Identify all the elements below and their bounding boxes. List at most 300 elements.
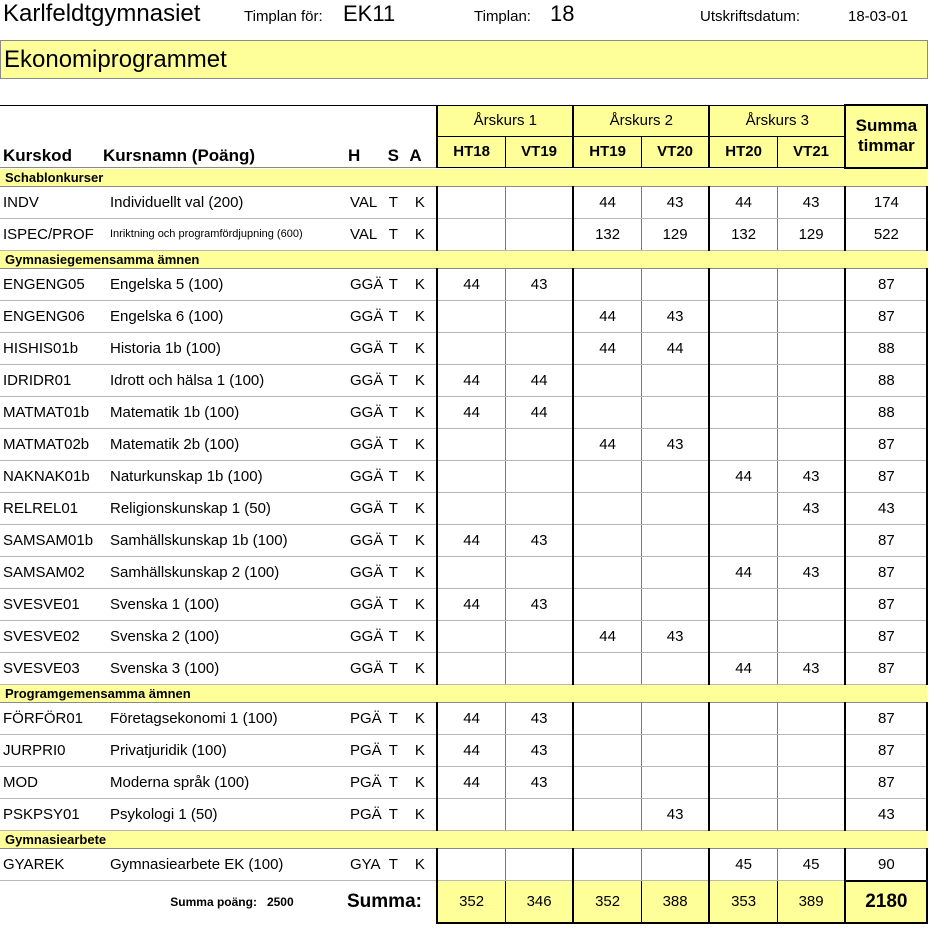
hours-cell: 44 bbox=[573, 428, 641, 460]
course-code: NAKNAK01b bbox=[0, 460, 101, 492]
hours-cell bbox=[505, 460, 573, 492]
course-name: Psykologi 1 (50) bbox=[101, 798, 347, 830]
hours-cell bbox=[573, 734, 641, 766]
hours-cell: 132 bbox=[709, 218, 777, 250]
course-a: K bbox=[403, 620, 437, 652]
course-a: K bbox=[403, 268, 437, 300]
hours-cell: 44 bbox=[709, 556, 777, 588]
course-s: T bbox=[383, 186, 403, 218]
term-total: 389 bbox=[777, 881, 845, 923]
course-sum: 88 bbox=[845, 396, 927, 428]
hours-cell bbox=[573, 798, 641, 830]
course-s: T bbox=[383, 300, 403, 332]
hours-cell bbox=[777, 268, 845, 300]
hours-cell bbox=[437, 492, 505, 524]
course-code: INDV bbox=[0, 186, 101, 218]
course-code: ENGENG06 bbox=[0, 300, 101, 332]
hours-cell: 45 bbox=[709, 848, 777, 881]
course-a: K bbox=[403, 734, 437, 766]
course-a: K bbox=[403, 848, 437, 881]
course-h: PGÄ bbox=[347, 734, 383, 766]
hours-cell bbox=[641, 702, 709, 734]
term-header: HT20 bbox=[709, 136, 777, 168]
course-code: PSKPSY01 bbox=[0, 798, 101, 830]
term-total: 388 bbox=[641, 881, 709, 923]
hours-cell: 43 bbox=[641, 300, 709, 332]
program-title: Ekonomiprogrammet bbox=[4, 46, 227, 73]
section-row bbox=[0, 684, 927, 702]
hours-cell: 44 bbox=[437, 268, 505, 300]
course-s: T bbox=[383, 702, 403, 734]
course-sum: 43 bbox=[845, 492, 927, 524]
hours-cell bbox=[777, 798, 845, 830]
course-s: T bbox=[383, 428, 403, 460]
hours-cell bbox=[573, 652, 641, 684]
course-row bbox=[0, 460, 927, 492]
course-a: K bbox=[403, 332, 437, 364]
summa-poang bbox=[101, 881, 347, 923]
hours-cell bbox=[777, 588, 845, 620]
hours-cell bbox=[641, 556, 709, 588]
section-title: Schablonkurser bbox=[0, 168, 927, 187]
hours-cell bbox=[777, 620, 845, 652]
course-h: GGÄ bbox=[347, 524, 383, 556]
course-code: RELREL01 bbox=[0, 492, 101, 524]
course-h: GGÄ bbox=[347, 556, 383, 588]
course-name: Individuellt val (200) bbox=[101, 186, 347, 218]
hours-cell bbox=[505, 186, 573, 218]
course-h: GGÄ bbox=[347, 332, 383, 364]
course-a: K bbox=[403, 218, 437, 250]
course-sum: 87 bbox=[845, 556, 927, 588]
term-total: 352 bbox=[437, 881, 505, 923]
course-h: GGÄ bbox=[347, 492, 383, 524]
course-name: Svenska 3 (100) bbox=[101, 652, 347, 684]
course-s: T bbox=[383, 766, 403, 798]
hours-cell bbox=[709, 300, 777, 332]
timplan-for-value: EK11 bbox=[343, 1, 396, 26]
hours-cell bbox=[709, 798, 777, 830]
course-sum: 87 bbox=[845, 702, 927, 734]
course-s: T bbox=[383, 396, 403, 428]
hours-cell: 44 bbox=[437, 734, 505, 766]
course-sum: 174 bbox=[845, 186, 927, 218]
hours-cell bbox=[505, 652, 573, 684]
summa-timmar-header bbox=[845, 105, 927, 168]
totals-row bbox=[0, 881, 927, 923]
course-name: Matematik 1b (100) bbox=[101, 396, 347, 428]
hours-cell bbox=[437, 798, 505, 830]
hours-cell bbox=[777, 332, 845, 364]
course-code: SVESVE02 bbox=[0, 620, 101, 652]
timeplan-table bbox=[0, 104, 928, 924]
hours-cell: 44 bbox=[709, 460, 777, 492]
course-name: Idrott och hälsa 1 (100) bbox=[101, 364, 347, 396]
hours-cell: 44 bbox=[573, 300, 641, 332]
hours-cell bbox=[437, 848, 505, 881]
course-s: T bbox=[383, 848, 403, 881]
hours-cell bbox=[437, 460, 505, 492]
hours-cell bbox=[505, 332, 573, 364]
course-code: SVESVE03 bbox=[0, 652, 101, 684]
course-a: K bbox=[403, 364, 437, 396]
course-s: T bbox=[383, 620, 403, 652]
course-sum: 43 bbox=[845, 798, 927, 830]
hours-cell bbox=[573, 492, 641, 524]
hours-cell bbox=[641, 396, 709, 428]
hours-cell: 43 bbox=[777, 492, 845, 524]
hours-cell bbox=[777, 396, 845, 428]
hours-cell bbox=[505, 620, 573, 652]
course-s: T bbox=[383, 492, 403, 524]
hours-cell: 43 bbox=[505, 588, 573, 620]
hours-cell: 44 bbox=[437, 702, 505, 734]
hours-cell bbox=[505, 556, 573, 588]
course-a: K bbox=[403, 300, 437, 332]
hours-cell: 43 bbox=[641, 798, 709, 830]
course-h: GGÄ bbox=[347, 588, 383, 620]
hours-cell bbox=[641, 652, 709, 684]
hours-cell bbox=[573, 396, 641, 428]
hours-cell bbox=[505, 300, 573, 332]
hours-cell bbox=[437, 218, 505, 250]
hours-cell bbox=[709, 428, 777, 460]
course-sum: 87 bbox=[845, 766, 927, 798]
hours-cell bbox=[437, 652, 505, 684]
course-name: Svenska 2 (100) bbox=[101, 620, 347, 652]
course-row bbox=[0, 218, 927, 250]
course-s: T bbox=[383, 652, 403, 684]
hours-cell bbox=[709, 524, 777, 556]
course-sum: 87 bbox=[845, 428, 927, 460]
course-h: GGÄ bbox=[347, 652, 383, 684]
hours-cell: 44 bbox=[573, 332, 641, 364]
hours-cell: 44 bbox=[573, 620, 641, 652]
course-sum: 88 bbox=[845, 364, 927, 396]
section-title: Programgemensamma ämnen bbox=[0, 684, 927, 702]
course-s: T bbox=[383, 460, 403, 492]
course-name: Företagsekonomi 1 (100) bbox=[101, 702, 347, 734]
course-sum: 87 bbox=[845, 268, 927, 300]
hours-cell: 43 bbox=[505, 734, 573, 766]
hours-cell bbox=[505, 492, 573, 524]
hours-cell bbox=[641, 766, 709, 798]
course-row bbox=[0, 186, 927, 218]
summa-header-line1: Summa bbox=[855, 116, 918, 136]
kurskod-header: Kurskod bbox=[3, 146, 72, 165]
kursnamn-header: Kursnamn (Poäng) bbox=[103, 146, 256, 165]
s-header: S bbox=[387, 146, 400, 165]
course-h: PGÄ bbox=[347, 702, 383, 734]
course-h: GGÄ bbox=[347, 268, 383, 300]
course-sum: 87 bbox=[845, 460, 927, 492]
course-code: MATMAT01b bbox=[0, 396, 101, 428]
course-h: VAL bbox=[347, 186, 383, 218]
hours-cell bbox=[709, 588, 777, 620]
course-a: K bbox=[403, 460, 437, 492]
course-a: K bbox=[403, 524, 437, 556]
hours-cell bbox=[777, 702, 845, 734]
course-name: Naturkunskap 1b (100) bbox=[101, 460, 347, 492]
hours-cell bbox=[641, 492, 709, 524]
hours-cell bbox=[709, 364, 777, 396]
hours-cell bbox=[437, 332, 505, 364]
course-name: Engelska 5 (100) bbox=[101, 268, 347, 300]
course-code: MATMAT02b bbox=[0, 428, 101, 460]
course-h: PGÄ bbox=[347, 798, 383, 830]
year-3-header: Årskurs 3 bbox=[709, 105, 845, 136]
section-row bbox=[0, 830, 927, 848]
course-code: JURPRI0 bbox=[0, 734, 101, 766]
course-name: Matematik 2b (100) bbox=[101, 428, 347, 460]
hours-cell bbox=[505, 428, 573, 460]
hours-cell bbox=[709, 702, 777, 734]
course-name: Moderna språk (100) bbox=[101, 766, 347, 798]
course-sum: 87 bbox=[845, 524, 927, 556]
timplan-label: Timplan: bbox=[474, 8, 531, 25]
course-s: T bbox=[383, 556, 403, 588]
course-a: K bbox=[403, 702, 437, 734]
course-s: T bbox=[383, 734, 403, 766]
hours-cell bbox=[437, 428, 505, 460]
hours-cell: 129 bbox=[777, 218, 845, 250]
hours-cell bbox=[709, 766, 777, 798]
course-code: IDRIDR01 bbox=[0, 364, 101, 396]
course-a: K bbox=[403, 798, 437, 830]
hours-cell: 43 bbox=[777, 652, 845, 684]
hours-cell bbox=[573, 268, 641, 300]
hours-cell bbox=[641, 848, 709, 881]
hours-cell: 43 bbox=[641, 186, 709, 218]
hours-cell bbox=[709, 620, 777, 652]
term-header: VT21 bbox=[777, 136, 845, 168]
course-sum: 88 bbox=[845, 332, 927, 364]
term-total: 352 bbox=[573, 881, 641, 923]
hours-cell: 132 bbox=[573, 218, 641, 250]
hours-cell bbox=[437, 620, 505, 652]
course-s: T bbox=[383, 332, 403, 364]
course-a: K bbox=[403, 588, 437, 620]
course-h: GGÄ bbox=[347, 428, 383, 460]
course-row bbox=[0, 798, 927, 830]
section-title: Gymnasiearbete bbox=[0, 830, 927, 848]
hours-cell bbox=[573, 556, 641, 588]
course-a: K bbox=[403, 186, 437, 218]
course-sum: 522 bbox=[845, 218, 927, 250]
grand-total: 2180 bbox=[845, 881, 927, 923]
hours-cell bbox=[777, 524, 845, 556]
section-title: Gymnasiegemensamma ämnen bbox=[0, 250, 927, 268]
section-row bbox=[0, 168, 927, 187]
school-name: Karlfeldtgymnasiet bbox=[3, 0, 201, 27]
course-name: Samhällskunskap 1b (100) bbox=[101, 524, 347, 556]
term-header: VT20 bbox=[641, 136, 709, 168]
hours-cell bbox=[777, 364, 845, 396]
hours-cell bbox=[777, 300, 845, 332]
course-s: T bbox=[383, 364, 403, 396]
hours-cell: 44 bbox=[641, 332, 709, 364]
course-name: Privatjuridik (100) bbox=[101, 734, 347, 766]
hours-cell: 44 bbox=[505, 396, 573, 428]
course-row bbox=[0, 588, 927, 620]
course-sum: 87 bbox=[845, 734, 927, 766]
hours-cell: 43 bbox=[505, 268, 573, 300]
course-h: GGÄ bbox=[347, 460, 383, 492]
course-h: GGÄ bbox=[347, 300, 383, 332]
hours-cell bbox=[641, 364, 709, 396]
course-row bbox=[0, 652, 927, 684]
hours-cell bbox=[777, 734, 845, 766]
course-s: T bbox=[383, 798, 403, 830]
course-row bbox=[0, 364, 927, 396]
course-a: K bbox=[403, 766, 437, 798]
hours-cell bbox=[505, 798, 573, 830]
hours-cell bbox=[709, 332, 777, 364]
hours-cell: 45 bbox=[777, 848, 845, 881]
course-row bbox=[0, 332, 927, 364]
hours-cell bbox=[641, 588, 709, 620]
summa-poang-value: 2500 bbox=[266, 894, 294, 909]
hours-cell: 43 bbox=[641, 428, 709, 460]
hours-cell bbox=[573, 848, 641, 881]
course-code: FÖRFÖR01 bbox=[0, 702, 101, 734]
hours-cell: 44 bbox=[437, 524, 505, 556]
hours-cell: 44 bbox=[437, 588, 505, 620]
hours-cell: 44 bbox=[573, 186, 641, 218]
hours-cell: 43 bbox=[777, 556, 845, 588]
hours-cell bbox=[641, 734, 709, 766]
course-a: K bbox=[403, 492, 437, 524]
course-row bbox=[0, 428, 927, 460]
section-row bbox=[0, 250, 927, 268]
course-sum: 87 bbox=[845, 652, 927, 684]
course-s: T bbox=[383, 218, 403, 250]
course-sum: 90 bbox=[845, 848, 927, 881]
hours-cell bbox=[505, 218, 573, 250]
term-header: HT18 bbox=[437, 136, 505, 168]
course-h: GGÄ bbox=[347, 620, 383, 652]
course-row bbox=[0, 268, 927, 300]
course-sum: 87 bbox=[845, 300, 927, 332]
hours-cell bbox=[573, 588, 641, 620]
course-code: SAMSAM01b bbox=[0, 524, 101, 556]
course-h: GYA bbox=[347, 848, 383, 881]
course-a: K bbox=[403, 396, 437, 428]
course-h: VAL bbox=[347, 218, 383, 250]
course-h: PGÄ bbox=[347, 766, 383, 798]
year-2-header: Årskurs 2 bbox=[573, 105, 709, 136]
hours-cell: 44 bbox=[505, 364, 573, 396]
course-sum: 87 bbox=[845, 620, 927, 652]
term-total: 346 bbox=[505, 881, 573, 923]
course-code: ISPEC/PROF bbox=[0, 218, 101, 250]
course-a: K bbox=[403, 428, 437, 460]
hours-cell: 43 bbox=[777, 460, 845, 492]
course-code: ENGENG05 bbox=[0, 268, 101, 300]
course-row bbox=[0, 492, 927, 524]
hours-cell: 44 bbox=[709, 652, 777, 684]
course-name: Gymnasiearbete EK (100) bbox=[101, 848, 347, 881]
course-code: GYAREK bbox=[0, 848, 101, 881]
course-row bbox=[0, 300, 927, 332]
program-banner bbox=[0, 40, 928, 79]
header-row-columns bbox=[0, 136, 927, 168]
course-row bbox=[0, 556, 927, 588]
hours-cell bbox=[641, 524, 709, 556]
course-row bbox=[0, 620, 927, 652]
h-header: H bbox=[348, 146, 361, 165]
course-s: T bbox=[383, 588, 403, 620]
hours-cell bbox=[709, 268, 777, 300]
course-a: K bbox=[403, 556, 437, 588]
course-name: Samhällskunskap 2 (100) bbox=[101, 556, 347, 588]
term-total: 353 bbox=[709, 881, 777, 923]
course-h: GGÄ bbox=[347, 364, 383, 396]
course-code: MOD bbox=[0, 766, 101, 798]
print-date-label: Utskriftsdatum: bbox=[700, 8, 801, 25]
hours-cell bbox=[709, 734, 777, 766]
hours-cell: 44 bbox=[437, 766, 505, 798]
hours-cell bbox=[573, 766, 641, 798]
hours-cell: 129 bbox=[641, 218, 709, 250]
hours-cell: 43 bbox=[505, 524, 573, 556]
course-code: HISHIS01b bbox=[0, 332, 101, 364]
course-code: SVESVE01 bbox=[0, 588, 101, 620]
hours-cell bbox=[709, 492, 777, 524]
course-code: SAMSAM02 bbox=[0, 556, 101, 588]
course-s: T bbox=[383, 268, 403, 300]
course-row bbox=[0, 524, 927, 556]
hours-cell bbox=[505, 848, 573, 881]
course-row bbox=[0, 848, 927, 881]
hours-cell: 44 bbox=[437, 364, 505, 396]
hours-cell: 43 bbox=[641, 620, 709, 652]
course-row bbox=[0, 766, 927, 798]
hours-cell bbox=[573, 702, 641, 734]
hours-cell: 44 bbox=[437, 396, 505, 428]
hours-cell bbox=[437, 556, 505, 588]
hours-cell bbox=[641, 268, 709, 300]
hours-cell bbox=[573, 364, 641, 396]
course-s: T bbox=[383, 524, 403, 556]
course-name: Historia 1b (100) bbox=[101, 332, 347, 364]
hours-cell bbox=[709, 396, 777, 428]
a-header: A bbox=[409, 146, 422, 165]
summa-poang-label: Summa poäng: bbox=[170, 894, 257, 909]
print-date-value: 18-03-01 bbox=[848, 8, 909, 25]
term-header: HT19 bbox=[573, 136, 641, 168]
header-row-years bbox=[0, 105, 927, 136]
course-name: Inriktning och programfördjupning (600) bbox=[101, 218, 347, 250]
course-name: Engelska 6 (100) bbox=[101, 300, 347, 332]
hours-cell bbox=[437, 300, 505, 332]
hours-cell bbox=[573, 524, 641, 556]
course-row bbox=[0, 702, 927, 734]
summa-label: Summa: bbox=[347, 890, 422, 912]
hours-cell: 44 bbox=[709, 186, 777, 218]
hours-cell: 43 bbox=[777, 186, 845, 218]
course-name: Svenska 1 (100) bbox=[101, 588, 347, 620]
timplan-for-label: Timplan för: bbox=[244, 8, 323, 25]
hours-cell bbox=[573, 460, 641, 492]
course-a: K bbox=[403, 652, 437, 684]
term-header: VT19 bbox=[505, 136, 573, 168]
hours-cell bbox=[641, 460, 709, 492]
year-1-header: Årskurs 1 bbox=[437, 105, 573, 136]
course-name: Religionskunskap 1 (50) bbox=[101, 492, 347, 524]
course-row bbox=[0, 396, 927, 428]
hours-cell bbox=[437, 186, 505, 218]
